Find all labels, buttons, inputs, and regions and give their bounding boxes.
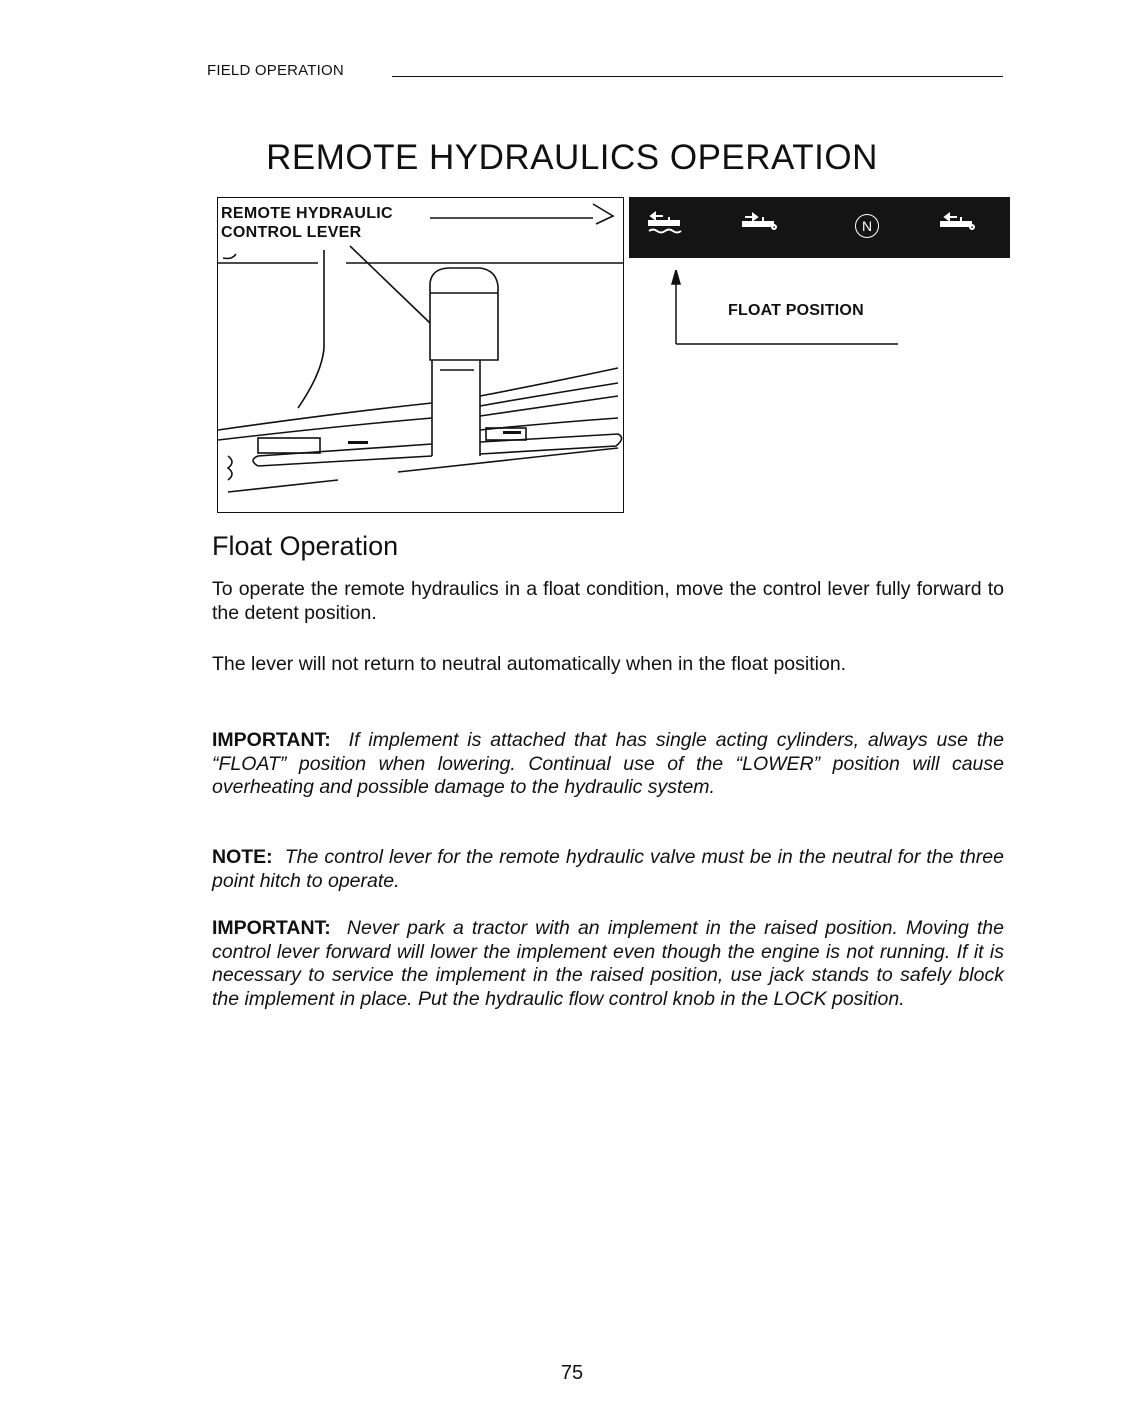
- raise-icon: [939, 211, 975, 242]
- page-number: 75: [560, 1362, 584, 1384]
- raise-float-icon: [647, 211, 683, 242]
- neutral-icon: N: [855, 214, 879, 238]
- paragraph-float-return: The lever will not return to neutral automatically when in the float position.: [212, 653, 847, 675]
- important-label: IMPORTANT:: [212, 917, 331, 939]
- important-note-2: [212, 917, 1004, 1011]
- header-section-label: FIELD OPERATION: [207, 62, 344, 79]
- note-label: NOTE:: [212, 846, 273, 868]
- figure-label-line1: REMOTE HYDRAULIC: [221, 205, 393, 222]
- page-header: [207, 62, 1003, 84]
- note-text: The control lever for the remote hydraulic valve must be in the neutral for the three point hitch to operate.: [212, 846, 1004, 892]
- lower-icon: [741, 211, 777, 242]
- note: [212, 846, 1004, 893]
- header-rule: [392, 76, 1003, 77]
- lever-position-decal: [629, 197, 1010, 258]
- important-text: Never park a tractor with an implement in the raised position. Moving the control lever forward will lower the implement even though the engine is not running. If it is necessary to service the implement in the raised position, use jack stands to safely block the implement in place. Put the hydraulic flow control knob in the LOCK position.: [212, 917, 1004, 1010]
- lever-drawing: [218, 198, 623, 512]
- figure-label-line2: CONTROL LEVER: [221, 224, 362, 241]
- figure-label: [221, 204, 393, 242]
- important-note-1: [212, 729, 1004, 800]
- section-title: Float Operation: [212, 531, 399, 561]
- important-label: IMPORTANT:: [212, 729, 331, 751]
- paragraph-float-operate: To operate the remote hydraulics in a float condition, move the control lever fully forward to the detent position.: [212, 578, 1004, 624]
- important-text: If implement is attached that has single acting cylinders, always use the “FLOAT” position when lowering. Continual use of the “LOWER” position will cause overheating and possible damage to the hydraulic system.: [212, 729, 1004, 798]
- float-position-label: FLOAT POSITION: [728, 302, 864, 319]
- page-title: REMOTE HYDRAULICS OPERATION: [266, 138, 878, 177]
- lever-illustration: [217, 197, 624, 513]
